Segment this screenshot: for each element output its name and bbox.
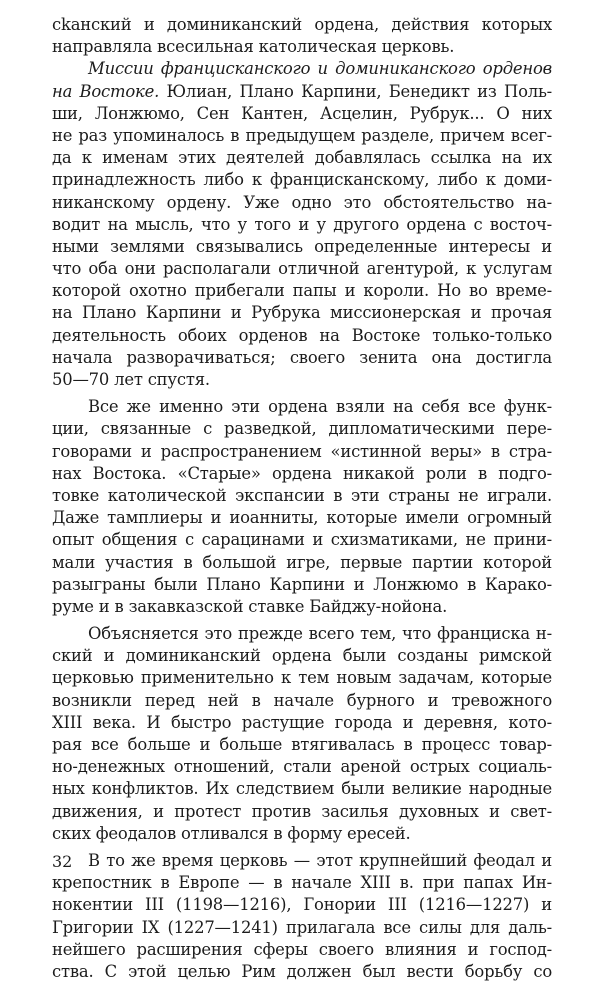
text-line: водит на мысль, что у того и у другого ордена с восточ- bbox=[52, 214, 552, 234]
text-line: ных конфликтов. Их следствием были великие народные bbox=[52, 779, 552, 799]
text-line: ства. С этой целью Рим должен был вести борьбу со bbox=[52, 961, 552, 981]
text-line: ских феодалов отливался в форму ересей. bbox=[52, 823, 411, 843]
text-line: ckaнский и доминиканский ордена, действия которых bbox=[52, 15, 552, 34]
text-line: нейшего расширения сферы своего влияния и господ- bbox=[52, 939, 552, 959]
text-line: но-денежных отношений, стали ареной острых социаль- bbox=[52, 757, 552, 777]
text-line: деятельность обоих орденов на Востоке только-только bbox=[52, 325, 552, 345]
text-line: не раз упоминалось в предыдущем разделе, причем всег- bbox=[52, 125, 552, 145]
text-line: на Востоке. Юлиан, Плано Карпини, Бенедикт из Поль- bbox=[52, 81, 552, 101]
text-line: нокентии III (1198—1216), Гонории III (1216—1227) и bbox=[52, 895, 552, 915]
text-line: движения, и протест против засилья духовных и свет- bbox=[52, 801, 552, 821]
text-line: принадлежность либо к францисканскому, либо к доми- bbox=[52, 170, 552, 190]
text-line: возникли перед ней в начале бурного и тревожного bbox=[52, 690, 552, 710]
text-line: на Плано Карпини и Рубрука миссионерская и прочая bbox=[52, 303, 552, 323]
text-line: 50—70 лет спустя. bbox=[52, 370, 210, 389]
text-line: разыграны были Плано Карпини и Лонжюмо в Каракo- bbox=[52, 574, 552, 594]
page-body bbox=[52, 14, 552, 983]
page-number: 32 bbox=[52, 852, 73, 871]
text-line: Григории IX (1227—1241) прилагала все силы для даль- bbox=[52, 917, 552, 937]
text-line: опыт общения с сарацинами и схизматиками, не прини- bbox=[52, 530, 552, 550]
text-line: В то же время церковь — этот крупнейший феодал и bbox=[88, 850, 552, 870]
text-line: Объясняется это прежде всего тем, что франциска н- bbox=[88, 624, 552, 644]
text-line: рая все больше и больше втягивалась в процесс товар- bbox=[52, 735, 552, 754]
section-heading: Миссии францисканского и доминиканского орденов bbox=[88, 59, 552, 79]
text-line: нах Востока. «Старые» ордена никакой роли в подго- bbox=[52, 463, 552, 483]
text-line: Даже тамплиеры и иоанниты, которые имели огромный bbox=[52, 508, 552, 528]
text-line: ши, Лонжюмо, Сен Кантен, Асцелин, Рубрук... О них bbox=[52, 103, 552, 123]
text-line: направляла всесильная католическая церковь. bbox=[52, 37, 455, 57]
text-line: крепостник в Европе — в начале XIII в. при папах Ин- bbox=[52, 873, 552, 893]
text-line: XIII века. И быстро растущие города и деревня, кото- bbox=[52, 712, 552, 732]
text-line: церковью применительно к тем новым задачам, которые bbox=[52, 668, 552, 688]
text-line: руме и в закавказской ставке Байджу-нойона. bbox=[52, 596, 448, 616]
text-line: да к именам этих деятелей добавлялась ссылка на их bbox=[52, 148, 552, 168]
text-line: начала разворачиваться; своего зенита она достигла bbox=[52, 347, 552, 367]
text-line: которой охотно прибегали папы и короли. Но во време- bbox=[52, 281, 552, 301]
text-line: говорами и распространением «истинной веры» в стра- bbox=[52, 441, 552, 461]
text-line: мали участия в большой игре, первые партии которой bbox=[52, 552, 552, 572]
text-line: никанскому ордену. Уже одно это обстоятельство на- bbox=[52, 192, 552, 212]
text-line: Все же именно эти ордена взяли на себя все функ- bbox=[88, 397, 552, 417]
section-heading-cont: на Востоке. bbox=[52, 81, 160, 101]
text-line: ский и доминиканский ордена были созданы римской bbox=[52, 646, 552, 666]
text-line: ными землями связывались определенные интересы и bbox=[52, 236, 552, 256]
text-line: ции, связанные с разведкой, дипломатическими пере- bbox=[52, 419, 552, 439]
text-line: товке католической экспансии в эти страны не играли. bbox=[52, 485, 552, 505]
text-line: что оба они располагали отличной агентурой, к услугам bbox=[52, 259, 552, 279]
